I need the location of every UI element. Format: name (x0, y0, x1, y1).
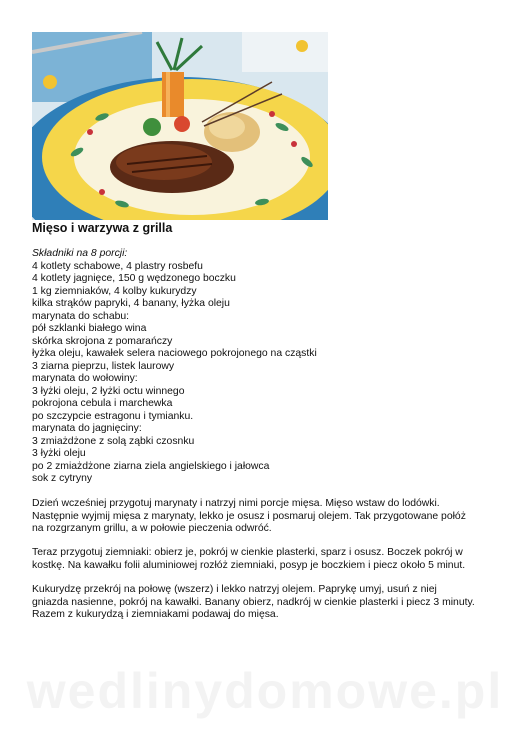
ingredient-line: łyżka oleju, kawałek selera naciowego pokrojonego na cząstki (32, 348, 317, 359)
ingredient-line: 4 kotlety schabowe, 4 plastry rosbefu (32, 260, 203, 272)
ingredients-label: Składniki na 8 porcji: (32, 248, 128, 259)
ingredient-line: 4 kotlety jagnięce, 150 g wędzonego boczku (32, 273, 236, 284)
paragraph-line: Następnie wyjmij mięsa z marynaty, lekko je osusz i posmaruj olejem. Tak przygotowane połóż (32, 510, 466, 522)
paragraph-line: gniazda nasienne, pokrój na kawałki. Banany obierz, nadkrój w cienkie plasterki i piecz 3 minuty. (32, 596, 475, 608)
paragraph-line: Kukurydzę przekrój na połowę (wszerz) i lekko natrzyj olejem. Paprykę umyj, usuń z niej (32, 584, 437, 595)
dish-photo (32, 32, 328, 220)
site-watermark: wedlinydomowe.pl (26, 663, 504, 719)
ingredient-line: marynata do jagnięciny: (32, 423, 142, 434)
ingredients-list (32, 248, 492, 486)
ingredient-line: sok z cytryny (32, 473, 93, 484)
ingredient-line: po szczypcie estragonu i tymianku. (32, 410, 194, 422)
ingredient-line: pokrojona cebula i marchewka (32, 398, 173, 409)
ingredient-line: 3 łyżki oleju (32, 448, 86, 459)
paragraph-line: Dzień wcześniej przygotuj marynaty i natrzyj nimi porcje mięsa. Mięso wstaw do lodówki. (32, 498, 440, 509)
paragraph-line: Razem z kukurydzą i ziemniakami podawaj do mięsa. (32, 609, 279, 621)
ingredient-line: po 2 zmiażdżone ziarna ziela angielskiego i jałowca (32, 460, 270, 472)
grilled-meat-plate-image (32, 32, 328, 220)
instructions-paragraph-3 (32, 584, 502, 622)
ingredient-line: pół szklanki białego wina (32, 323, 147, 334)
paragraph-line: Teraz przygotuj ziemniaki: obierz je, pokrój w cienkie plasterki, sparz i osusz. Boczek pokrój w (32, 547, 463, 558)
ingredient-line: 3 łyżki oleju, 2 łyżki octu winnego (32, 385, 185, 397)
ingredient-line: 1 kg ziemniaków, 4 kolby kukurydzy (32, 285, 197, 297)
ingredient-line: kilka strąków papryki, 4 banany, łyżka oleju (32, 298, 230, 309)
ingredient-line: marynata do schabu: (32, 310, 130, 322)
ingredient-line: skórka skrojona z pomarańczy (32, 335, 173, 347)
ingredient-line: marynata do wołowiny: (32, 373, 138, 384)
instructions-paragraph-2 (32, 547, 502, 572)
ingredient-line: 3 ziarna pieprzu, listek laurowy (32, 360, 175, 372)
instructions-paragraph-1 (32, 498, 502, 536)
ingredient-line: 3 zmiażdżone z solą ząbki czosnku (32, 435, 195, 447)
recipe-title: Mięso i warzywa z grilla (32, 221, 173, 235)
paragraph-line: kostkę. Na kawałku folii aluminiowej rozłóż ziemniaki, posyp je boczkiem i piecz około 5 minut. (32, 559, 466, 571)
paragraph-line: na rozgrzanym grillu, a w połowie pieczenia odwróć. (32, 523, 272, 535)
